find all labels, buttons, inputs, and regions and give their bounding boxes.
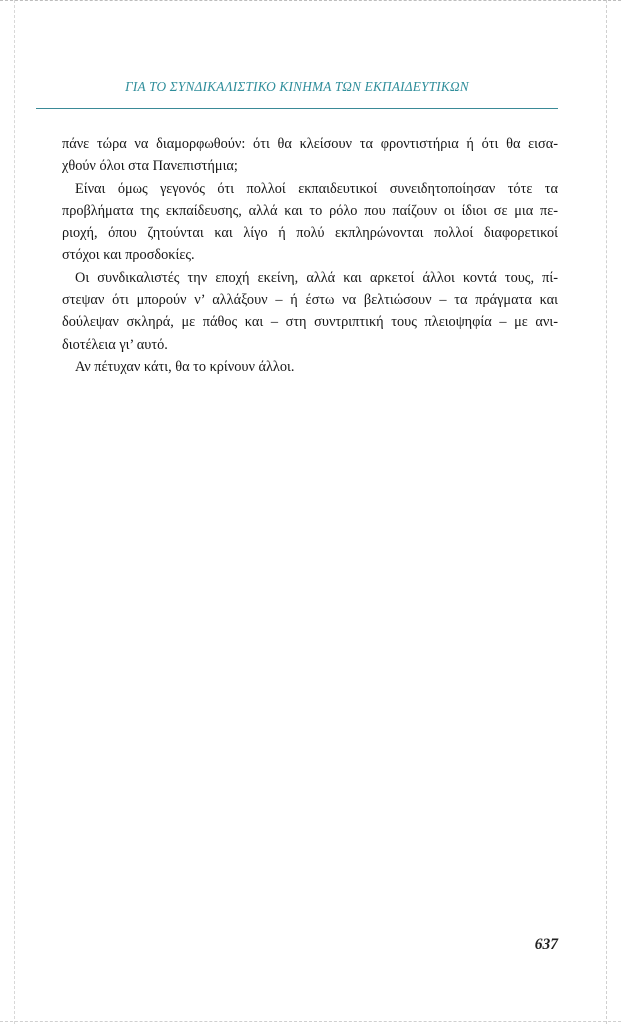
text-line: Οι συνδικαλιστές την εποχή εκείνη, αλλά και αρκετοί άλλοι κοντά τους, πί- [75,269,558,286]
text-line: στόχοι και προσδοκίες. [62,247,195,264]
header-rule [36,108,558,109]
text-line: πάνε τώρα να διαμορφωθούν: ότι θα κλείσουν τα φροντιστήρια ή ότι θα εισα- [62,136,558,152]
text-line: στεψαν ότι μπορούν ν’ αλλάξουν – ή έστω να βελτιώσουν – τα πράγματα και [62,292,558,309]
text-line: ριοχή, όπου ζητούνται και λίγο ή πολύ εκπληρώνονται πολλοί διαφορετικοί [62,225,558,242]
text-line: Αν πέτυχαν κάτι, θα το κρίνουν άλλοι. [75,358,295,375]
running-header: ΓΙΑ ΤΟ ΣΥΝΔΙΚΑΛΙΣΤΙΚΟ ΚΙΝΗΜΑ ΤΩΝ ΕΚΠΑΙΔΕΥΤΙΚΩΝ [125,79,469,94]
text-line: διοτέλεια γι’ αυτό. [62,336,168,353]
body-text [62,133,558,378]
scan-edge-left [14,0,15,1024]
text-line: προβλήματα της εκπαίδευσης, αλλά και το ρόλο που παίζουν οι ίδιοι σε μια πε- [62,202,558,219]
text-line: Είναι όμως γεγονός ότι πολλοί εκπαιδευτικοί συνειδητοποίησαν τότε τα [75,180,558,197]
text-line: δούλεψαν σκληρά, με πάθος και – στη συντριπτική τους πλειοψηφία – με ανι- [62,314,558,331]
scan-edge-right [606,0,607,1024]
page-number: 637 [534,936,558,953]
text-line: χθούν όλοι στα Πανεπιστήμια; [62,158,238,175]
scan-edge-bottom [0,1021,621,1022]
scan-edge-top [0,0,621,3]
